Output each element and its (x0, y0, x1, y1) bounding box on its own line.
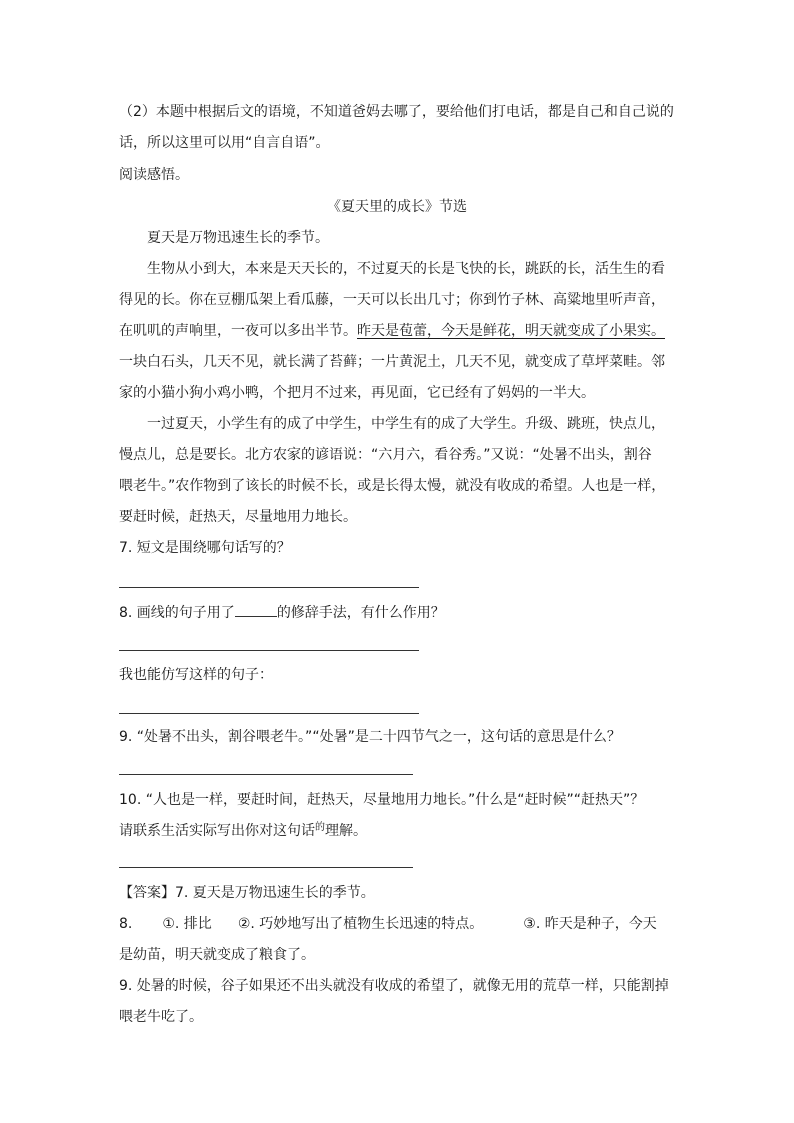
question-10-raised-char: 的 (315, 822, 325, 833)
underlined-sentence: 昨天是苞蕾，今天是鲜花，明天就变成了小果实。 (357, 323, 665, 339)
answer-8-part-2: ②. 巧妙地写出了植物生长迅速的特点。 (237, 916, 484, 932)
passage-p2-line-3-text: 在叽叽的声响里，一夜可以多出半节。 (119, 323, 357, 339)
answer-line-q7 (119, 587, 419, 588)
question-10-text-a: 请联系生活实际写出你对这句话 (119, 823, 315, 839)
question-8 (119, 602, 445, 623)
answer-8-part-3: ③. 昨天是种子，今天 (523, 916, 657, 932)
intro-line-1: （2）本题中根据后文的语境，不知道爸妈去哪了，要给他们打电话，都是自己和自己说的 (119, 104, 674, 120)
answer-8-line-2: 是幼苗，明天就变成了粮食了。 (119, 947, 315, 963)
question-10-line-1: 10. “人也是一样，要赶时间，赶热天，尽量地用力地长。”什么是“赶时候”“赶热天”？ (119, 792, 645, 808)
answer-8-line-1 (119, 914, 657, 934)
passage-p3-line-2: 慢点儿，总是要长。北方农家的谚语说：“六月六，看谷秀。”又说：“处暑不出头，割谷 (119, 447, 652, 463)
question-10-line-2 (119, 821, 367, 843)
answer-line-q10 (119, 867, 413, 868)
question-8-text-b: 的修辞手法，有什么作用？ (276, 605, 445, 621)
answer-7: 【答案】7. 夏天是万物迅速生长的季节。 (119, 885, 375, 901)
answer-line-q8 (119, 650, 419, 651)
passage-p2-line-4: 一块白石头，几天不见，就长满了苔藓；一片黄泥土，几天不见，就变成了草坪菜畦。邻 (119, 354, 665, 370)
answer-line-imitate (119, 713, 419, 714)
question-10-text-b: 理解。 (325, 823, 367, 839)
passage-p3-line-3: 喂老牛。”农作物到了该长的时候不长，或是长得太慢，就没有收成的希望。人也是一样， (119, 478, 666, 494)
passage-p3-line-1: 一过夏天，小学生有的成了中学生，中学生有的成了大学生。升级、跳班，快点儿， (147, 416, 665, 432)
answer-8-part-1: ①. 排比 (162, 916, 212, 932)
question-7: 7. 短文是围绕哪句话写的？ (119, 540, 291, 556)
answer-9-line-1: 9. 处暑的时候，谷子如果还不出头就没有收成的希望了，就像无用的荒草一样，只能割掉 (119, 978, 669, 994)
intro-line-2: 话，所以这里可以用“自言自语”。 (119, 135, 330, 151)
passage-title: 《夏天里的成长》节选 (327, 199, 467, 215)
fill-in-blank (235, 602, 277, 617)
passage-p2-line-2: 得见的长。你在豆棚瓜架上看瓜藤，一天可以长出几寸；你到竹子林、高粱地里听声音， (119, 292, 665, 308)
passage-p2-line-3 (119, 321, 665, 341)
passage-paragraph-1: 夏天是万物迅速生长的季节。 (147, 230, 329, 246)
passage-p3-line-4: 要赶时候，赶热天，尽量地用力地长。 (119, 509, 357, 525)
passage-p2-line-5: 家的小猫小狗小鸡小鸭，个把月不过来，再见面，它已经有了妈妈的一半大。 (119, 385, 595, 401)
passage-p2-line-1: 生物从小到大，本来是天天长的，不过夏天的长是飞快的长，跳跃的长，活生生的看 (147, 261, 665, 277)
answer-9-line-2: 喂老牛吃了。 (119, 1009, 203, 1025)
answer-8-number: 8. (119, 916, 133, 932)
answer-line-q9 (119, 774, 413, 775)
question-9: 9. “处暑不出头，割谷喂老牛。”“处暑”是二十四节气之一，这句话的意思是什么？ (119, 729, 621, 745)
question-8-text-a: 8. 画线的句子用了 (119, 605, 235, 621)
question-8-imitate: 我也能仿写这样的句子： (119, 667, 273, 683)
section-heading: 阅读感悟。 (119, 167, 189, 183)
